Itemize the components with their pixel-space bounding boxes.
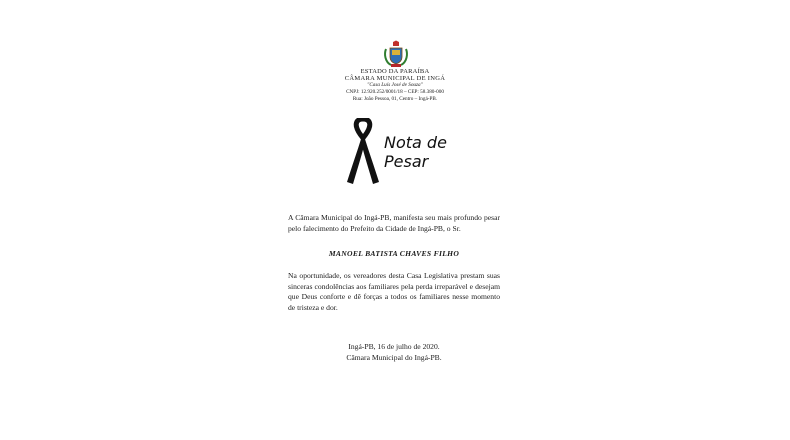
header-state: ESTADO DA PARAÍBA: [360, 68, 430, 75]
nota-de-pesar-title: [384, 133, 474, 171]
closing-signature: Câmara Municipal do Ingá-PB.: [346, 353, 442, 362]
state-coat-of-arms-icon: [383, 40, 409, 68]
header-house-name: "Casa Luís José de Souza": [367, 82, 423, 88]
header-address: Rua: João Pessoa, 01, Centro – Ingá-PB.: [352, 96, 438, 102]
condolences-paragraph: Na oportunidade, os vereadores desta Casa Legislativa prestam suas sinceras condolências aos familiares pela perda irreparável e desejam que Deus conforte e dê forças a todos os familiares nesse momento de tristeza e dor.: [288, 271, 500, 312]
closing-date: Ingá-PB, 16 de julho de 2020.: [348, 342, 440, 351]
honoree-name: MANOEL BATISTA CHAVES FILHO: [328, 249, 460, 258]
title-line-2: Pesar: [384, 152, 429, 171]
black-mourning-ribbon-icon: [343, 118, 383, 186]
title-line-1: Nota de: [384, 133, 447, 152]
header-cnpj: CNPJ: 12.920.252/0001/18 – CEP: 58.380-000: [346, 89, 444, 95]
opening-paragraph: A Câmara Municipal do Ingá-PB, manifesta seu mais profundo pesar pelo falecimento do Prefeito da Cidade de Ingá-PB, o Sr.: [288, 213, 500, 233]
header-chamber-name: CÂMARA MUNICIPAL DE INGÁ: [344, 75, 446, 82]
